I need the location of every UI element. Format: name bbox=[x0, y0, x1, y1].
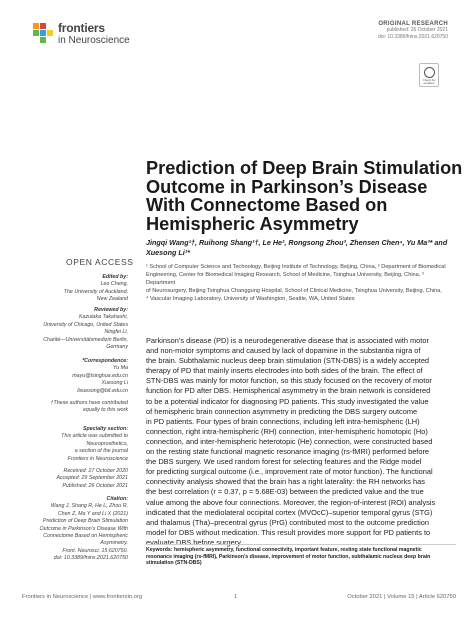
abstract-line: to be a potential indicator for diagnosing PD patients. This study investigated the value bbox=[146, 396, 429, 406]
article-doi[interactable]: doi: 10.3389/fnins.2021.620750 bbox=[377, 33, 448, 40]
author-line: Xuesong Li¹* bbox=[146, 248, 190, 257]
affiliation-line: of Neurosurgery, Beijing Tsinghua Changgung Hospital, School of Clinical Medicine, Tsinghua University, Beijing, China, bbox=[146, 288, 442, 294]
abstract-line: function for PD after DBS. Hemispherical asymmetry in the brain network is considered bbox=[146, 386, 431, 396]
keywords-line: stimulation (STN-DBS) bbox=[146, 560, 202, 567]
check-updates-label: Check for updates bbox=[422, 78, 436, 86]
keywords-label: Keywords: bbox=[146, 547, 173, 553]
article-header bbox=[378, 21, 448, 40]
page-number: 1 bbox=[234, 594, 238, 600]
correspondence-email[interactable]: mayu@tsinghua.edu.cn bbox=[72, 372, 128, 379]
abstract-line: of hemispheric brain connection asymmetry in predicting the DBS surgery outcome bbox=[146, 406, 418, 416]
abstract-line: the brain. Subthalamic nucleus deep brain stimulation (STN-DBS) is a widely accepted bbox=[146, 356, 430, 366]
affiliation-line: Engineering, Center for Biomedical Imaging Research, School of Medicine, Tsinghua University, Beijing, China, ³ Department bbox=[146, 272, 424, 286]
affiliation-line: ⁴ Vascular Imaging Laboratory, University of Washington, Seattle, WA, United States bbox=[146, 296, 355, 302]
logo-name: frontiers bbox=[58, 21, 105, 35]
abstract bbox=[146, 336, 458, 548]
footer-journal-link[interactable]: Frontiers in Neuroscience | www.frontiersin.org bbox=[22, 594, 143, 600]
correspondence-block: *Correspondence: Yu Ma mayu@tsinghua.edu.cn Xuesong Li lixuesong@bit.edu.cn bbox=[20, 358, 128, 395]
check-updates-icon bbox=[424, 67, 435, 78]
published-date: published: 26 October 2021 bbox=[386, 27, 448, 33]
abstract-line: the best correlation (r = 0.37, p = 5.68E-03) between the predicted value and the true bbox=[146, 487, 424, 497]
footer-issue-info: October 2021 | Volume 15 | Article 620750 bbox=[347, 594, 456, 600]
keywords bbox=[146, 547, 456, 567]
affiliations bbox=[146, 263, 446, 303]
edited-by-block: Edited by: Leo Cheng, The University of Auckland, New Zealand bbox=[63, 274, 128, 303]
abstract-line: and non-motor symptoms and caused by lack of dopamine in the substantia nigra of bbox=[146, 346, 421, 356]
equal-contribution-note: †These authors have contributed equally to this work bbox=[50, 400, 128, 414]
abstract-line: connectivity analysis showed that the brain has a right laterality: the RH networks has bbox=[146, 477, 425, 487]
keywords-line: Keywords: hemispheric asymmetry, functional connectivity, important feature, resting state functional magnetic bbox=[146, 547, 422, 553]
abstract-line: in PD patients. Four types of brain connections, including left intra-hemispheric (LH) bbox=[146, 416, 420, 426]
abstract-line: indicated that the mediolateral occipital cortex (MVOcC)–superior temporal gyrus (STG) bbox=[146, 507, 433, 517]
affiliation-line: ¹ School of Computer Science and Technology, Beijing Institute of Technology, Beijing, China, ² Department of Biomedical bbox=[146, 264, 446, 270]
reviewed-by-block: Reviewed by: Kazutaka Takahashi, University of Chicago, United States Ningfei Li, Charité—Universitätsmedizin Berlin, Germany bbox=[43, 307, 128, 351]
open-access-label: OPEN ACCESS bbox=[66, 257, 134, 267]
abstract-line: on the resting state functional magnetic resonance imaging (rs-fMRI) performed before bbox=[146, 447, 430, 457]
abstract-line: and thalamus (Tha)–precentral gyrus (PrG) contributed most to the outcome prediction bbox=[146, 517, 430, 527]
received-date: Received: 27 October 2020 bbox=[63, 468, 128, 474]
abstract-line: evaluate DBS before surgery. bbox=[146, 537, 243, 547]
published-date-sidebar: Published: 26 October 2021 bbox=[62, 482, 128, 489]
abstract-line: for predicting surgical outcome (i.e., improvement rate of motor function). The functional bbox=[146, 467, 433, 477]
abstract-line: therapy of PD that mainly inserts electrodes into both sides of the brain. The effect of bbox=[146, 366, 423, 376]
article-title bbox=[146, 158, 463, 234]
title-line: Outcome in Parkinson’s Disease bbox=[146, 176, 428, 197]
title-line: Prediction of Deep Brain Stimulation bbox=[146, 158, 463, 178]
frontiers-logo-icon bbox=[32, 22, 54, 44]
abstract-line: Parkinson’s disease (PD) is a neurodegenerative disease that is associated with motor bbox=[146, 336, 429, 345]
title-line: With Connectome Based on bbox=[146, 195, 388, 216]
author-list bbox=[146, 238, 456, 258]
keywords-divider bbox=[146, 544, 456, 545]
citation-doi[interactable]: doi: 10.3389/fnins.2021.620750 bbox=[53, 555, 128, 562]
title-line: Hemispheric Asymmetry bbox=[146, 213, 359, 234]
frontiers-logo[interactable] bbox=[32, 20, 162, 48]
dates-block bbox=[20, 468, 128, 490]
abstract-line: connection, right intra-hemispheric (RH) connection, inter-hemispheric homotopic (Ho) bbox=[146, 426, 428, 436]
accepted-date: Accepted: 29 September 2021 bbox=[56, 475, 128, 482]
keywords-line: resonance imaging (rs-fMRI), Parkinson’s disease, improvement of motor function, subthalamic nucleus deep brain bbox=[146, 553, 431, 560]
abstract-line: the DBS surgery. We used random forest for selecting features and the Ridge model bbox=[146, 457, 422, 467]
abstract-line: STN-DBS was mainly for motor function, so this study focused on the recovery of motor bbox=[146, 376, 432, 386]
specialty-section-block: Specialty section: This article was submitted to Neuroprosthetics, a section of the journal Frontiers in Neuroscience bbox=[61, 426, 128, 462]
logo-journal: in Neuroscience bbox=[58, 35, 130, 46]
article-type: ORIGINAL RESEARCH bbox=[378, 21, 448, 27]
abstract-line: connection, and inter-hemispheric heterotopic (He) connection, were constructed based bbox=[146, 436, 433, 446]
citation-block: Citation: Wang J, Shang R, He L, Zhou R, Chen Z, Ma Y and Li X (2021) Prediction of Deep Brain Stimulation Outcome in Parkinson’s Disease With Connectome Based on Hemispheric Asymmetry. Front. Neurosci. 15:620750. doi: 10.3389/fnins.2021.620750 bbox=[20, 496, 128, 563]
correspondence-email[interactable]: lixuesong@bit.edu.cn bbox=[77, 387, 128, 394]
check-for-updates-button[interactable] bbox=[419, 63, 439, 87]
abstract-line: value among the above four connections. Moreover, the region-of-interest (ROI) analysis bbox=[146, 497, 436, 507]
author-line: Jingqi Wang¹†, Ruihong Shang¹†, Le He², Rongsong Zhou³, Zhensen Chen⁴, Yu Ma³* and bbox=[146, 238, 448, 247]
abstract-line: model for DBS without medication. This result provides more support for PD patients to bbox=[146, 527, 431, 537]
